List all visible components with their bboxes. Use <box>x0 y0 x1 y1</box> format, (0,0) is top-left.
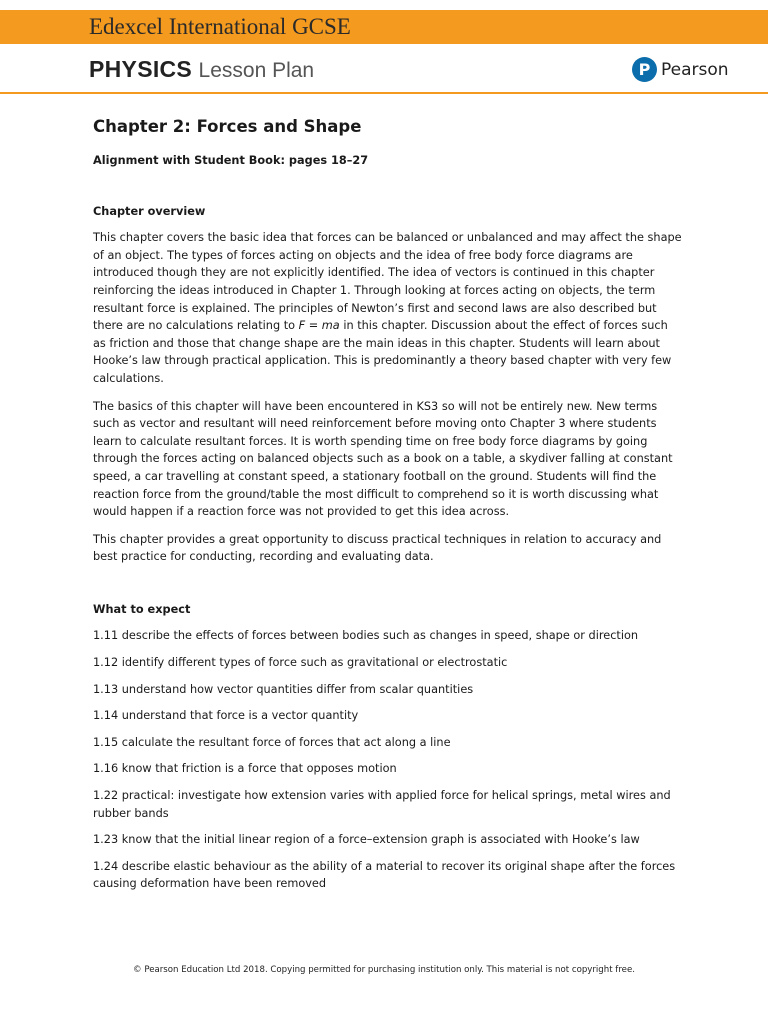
overview-paragraph-1 <box>93 229 683 387</box>
objective-item: 1.11 describe the effects of forces between bodies such as changes in speed, shape or direction <box>93 629 639 643</box>
pearson-logo <box>632 56 729 83</box>
objective-item: 1.13 understand how vector quantities differ from scalar quantities <box>93 682 474 696</box>
objective-item: 1.23 know that the initial linear region of a force–extension graph is associated with Hooke’s law <box>93 833 640 847</box>
chapter-title: Chapter 2: Forces and Shape <box>93 117 362 136</box>
objective-item: 1.22 practical: investigate how extension varies with applied force for helical springs, metal wires and rubber bands <box>93 789 671 820</box>
formula-text: F = ma <box>298 319 340 333</box>
overview-paragraph-3: This chapter provides a great opportunity to discuss practical techniques in relation to accuracy and best practice for conducting, recording and evaluating data. <box>93 532 662 564</box>
overview-paragraph-1-text-a: This chapter covers the basic idea that forces can be balanced or unbalanced and may affect the shape of an object. The types of forces acting on objects and the idea of free body force diagrams are introduced though they are not explicitly identified. The idea of vectors is continued in this chapter reinforcing the ideas introduced in Chapter 1. Through looking at forces acting on objects, the term resultant force is explained. The principles of Newton’s first and second laws are also described but there are no calculations relating to <box>93 231 682 333</box>
subject-label: PHYSICS <box>89 56 193 82</box>
objective-item: 1.12 identify different types of force such as gravitational or electrostatic <box>93 656 508 670</box>
what-to-expect-heading: What to expect <box>93 602 191 616</box>
pearson-logo-icon: P <box>632 57 657 82</box>
subject-heading <box>89 56 314 83</box>
header-banner <box>0 10 768 44</box>
overview-paragraph-2: The basics of this chapter will have been encountered in KS3 so will not be entirely new. New terms such as vector and resultant will need reinforcement before moving onto Chapter 3 where students learn to calculate resultant forces. It is worth spending time on free body force diagrams by going through the forces acting on balanced objects such as a book on a table, a skydiver falling at constant speed, a car travelling at constant speed, a stationary football on the ground. Students will find the reaction force from the ground/table the most difficult to comprehend so it is worth discussing what would happen if a reaction force was not provided to get this idea across. <box>93 399 673 519</box>
objective-item: 1.16 know that friction is a force that opposes motion <box>93 762 397 776</box>
document-body <box>93 112 683 893</box>
lesson-plan-label: Lesson Plan <box>198 59 315 82</box>
objective-item: 1.24 describe elastic behaviour as the ability of a material to recover its original shape after the forces causing deformation have been removed <box>93 859 676 891</box>
copyright-footer: © Pearson Education Ltd 2018. Copying permitted for purchasing institution only. This material is not copyright free. <box>133 965 635 975</box>
header-divider <box>0 92 768 94</box>
banner-title: Edexcel International GCSE <box>89 14 351 39</box>
pearson-wordmark: Pearson <box>661 59 729 80</box>
objective-item: 1.14 understand that force is a vector quantity <box>93 709 359 723</box>
overview-heading: Chapter overview <box>93 204 206 218</box>
alignment-note: Alignment with Student Book: pages 18–27 <box>93 154 369 167</box>
objective-item: 1.15 calculate the resultant force of forces that act along a line <box>93 735 451 749</box>
overview-paragraph-1-text-b: in this chapter. Discussion about the effect of forces such as friction and those that change shape are the main ideas in this chapter. Students will learn about Hooke’s law through practical application. This is predominantly a theory based chapter with very few calculations. <box>93 319 672 385</box>
